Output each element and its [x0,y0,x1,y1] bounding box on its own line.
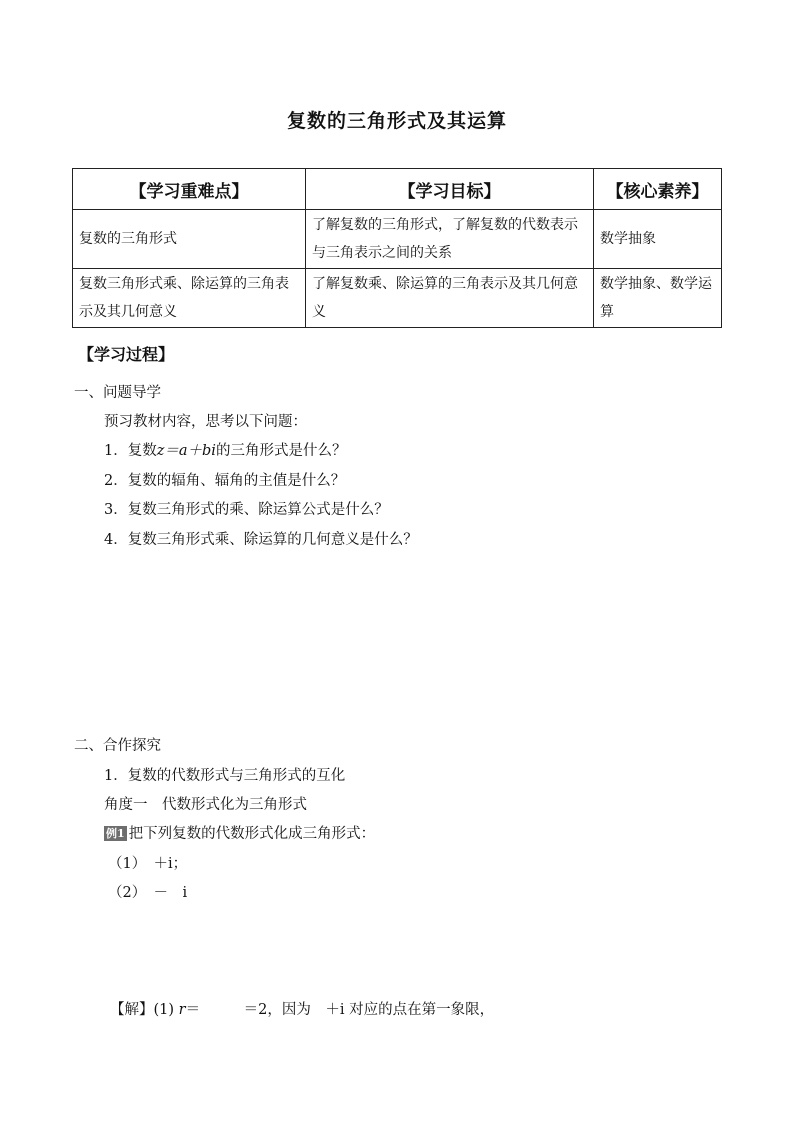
solution-line [110,998,494,1019]
angle-1: 角度一 代数形式化为三角形式 [104,797,307,813]
solution-r: r [178,1002,186,1018]
example-text: 把下列复数的代数形式化成三角形式： [128,826,376,842]
example-badge: 例1 [106,827,125,840]
table-cell: 复数的三角形式 [73,210,306,269]
table-cell: 数学抽象、数学运算 [594,269,722,328]
table-cell: 了解复数乘、除运算的三角表示及其几何意义 [306,269,594,328]
table-cell: 了解复数的三角形式，了解复数的代数表示与三角表示之间的关系 [306,210,594,269]
process-heading: 【学习过程】 [78,345,175,364]
part2-heading: 二、合作探究 [74,738,161,754]
example-1 [104,822,375,843]
header-key-points: 【学习重难点】 [73,169,306,210]
question-1-prefix: 1．复数 [104,443,157,459]
table-cell: 数学抽象 [594,210,722,269]
question-4: 4．复数三角形式乘、除运算的几何意义是什么？ [104,532,418,548]
subsection-1: 1．复数的代数形式与三角形式的互化 [104,768,346,784]
question-2: 2．复数的辐角、辐角的主值是什么？ [104,473,346,489]
question-3: 3．复数三角形式的乘、除运算公式是什么？ [104,502,389,518]
document-title: 复数的三角形式及其运算 [286,110,507,132]
objectives-table [72,168,722,328]
question-1-math: z＝a＋bi [156,443,216,459]
table-cell: 复数三角形式乘、除运算的三角表示及其几何意义 [73,269,306,328]
table-row [73,269,722,328]
table-header-row [73,169,722,210]
header-core-literacy: 【核心素养】 [594,169,722,210]
table-row [73,210,722,269]
example-item-2: （2） － i [108,885,188,901]
header-learning-goals: 【学习目标】 [306,169,594,210]
question-1 [104,439,346,460]
question-1-suffix: 的三角形式是什么？ [215,443,347,459]
part1-heading: 一、问题导学 [74,385,161,401]
example-item-1: （1） ＋i； [108,856,188,872]
solution-prefix: 【解】(1) [110,1002,175,1018]
part1-intro: 预习教材内容，思考以下问题： [104,414,307,430]
solution-text: ＝ ＝2，因为 ＋i 对应的点在第一象限， [185,1002,495,1018]
